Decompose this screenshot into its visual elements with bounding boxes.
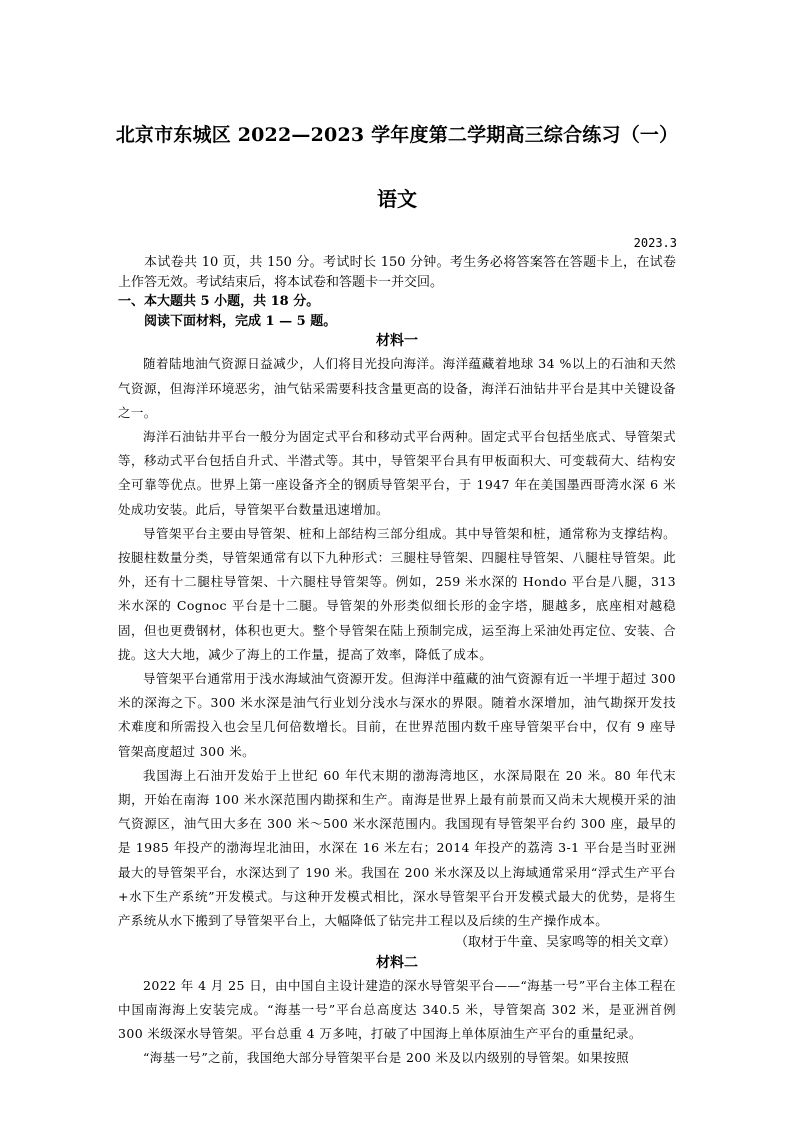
material-1-paragraph: 我国海上石油开发始于上世纪 60 年代末期的渤海湾地区，水深局限在 20 米。80 年代末期，开始在南海 100 米水深范围内勘探和生产。南海是世界上最有前景而又尚未大规模开采的油气资源区，油气田大多在 300 米～500 米水深范围内。我国现有导管架平台约 300 座，最早的是 1985 年投产的渤海埕北油田，水深在 16 米左右；2014 年投产的荔湾 3-1 平台是当时亚洲最大的导管架平台，水深达到了 190 米。我国在 200 米水深及以上海域通常采用“浮式生产平台+水下生产系统”开发模式。与这种开发模式相比，深水导管架平台开发模式最大的优势，是将生产系统从水下搬到了导管架平台上，大幅降低了钻完井工程以及后续的生产操作成本。 [118, 767, 676, 929]
material-2-title: 材料二 [376, 954, 418, 971]
section-heading: 一、本大题共 5 小题，共 18 分。 [118, 294, 320, 310]
material-1-paragraph: 导管架平台通常用于浅水海域油气资源开发。但海洋中蕴藏的油气资源有近一半埋于超过 300 米的深海之下。300 米水深是油气行业划分浅水与深水的界限。随着水深增加，油气勘探开发技术难度和所需投入也会呈几何倍数增长。目前，在世界范围内数千座导管架平台中，仅有 9 座导管架高度超过 300 米。 [118, 671, 676, 759]
instructions-text: 本试卷共 10 页，共 150 分。考试时长 150 分钟。考生务必将答案答在答题卡上，在试卷上作答无效。考试结束后，将本试卷和答题卡一并交回。 [118, 255, 676, 290]
material-1-source: （取材于牛童、吴家鸣等的相关文章） [454, 935, 676, 951]
material-1-paragraph: 海洋石油钻井平台一般分为固定式平台和移动式平台两种。固定式平台包括坐底式、导管架式等，移动式平台包括自升式、半潜式等。其中，导管架平台具有甲板面积大、可变载荷大、结构安全可靠等优点。世界上第一座设备齐全的钢质导管架平台，于 1947 年在美国墨西哥湾水深 6 米处成功安装。此后，导管架平台数量迅速增加。 [118, 428, 676, 517]
material-2-paragraph: 2022 年 4 月 25 日，由中国自主设计建造的深水导管架平台——“海基一号”平台主体工程在中国南海海上安装完成。“海基一号”平台总高度达 340.5 米，导管架高 302 米，是亚洲首例 300 米级深水导管架。平台总重 4 万多吨，打破了中国海上单体原油生产平台的重量纪录。 [118, 977, 676, 1042]
exam-title: 北京市东城区 2022—2023 学年度第二学期高三综合练习（一） [115, 124, 679, 146]
section-instruction: 阅读下面材料，完成 1 — 5 题。 [144, 313, 337, 329]
exam-date: 2023.3 [633, 236, 677, 250]
subject-title: 语文 [377, 187, 417, 211]
material-1-paragraph: 导管架平台主要由导管架、桩和上部结构三部分组成。其中导管架和桩，通常称为支撑结构。按腿柱数量分类，导管架通常有以下九种形式：三腿柱导管架、四腿柱导管架、八腿柱导管架。此外，还有十二腿柱导管架、十六腿柱导管架等。例如，259 米水深的 Hondo 平台是八腿，313 米水深的 Cognoc 平台是十二腿。导管架的外形类似细长形的金字塔，腿越多，底座相对越稳固，但也更费钢材，体积也更大。整个导管架在陆上预制完成，运至海上采油处再定位、安装、合拢。这大大地，减少了海上的工作量，提高了效率，降低了成本。 [118, 525, 676, 662]
material-1-title: 材料一 [376, 333, 418, 350]
material-1-paragraph: 随着陆地油气资源日益减少，人们将目光投向海洋。海洋蕴藏着地球 34 %以上的石油和天然气资源，但海洋环境恶劣，油气钻采需要科技含量更高的设备，海洋石油钻井平台是其中关键设备之一。 [118, 356, 676, 420]
material-2-paragraph: “海基一号”之前，我国绝大部分导管架平台是 200 米及以内级别的导管架。如果按照 [143, 1050, 629, 1066]
exam-body [118, 253, 676, 1071]
